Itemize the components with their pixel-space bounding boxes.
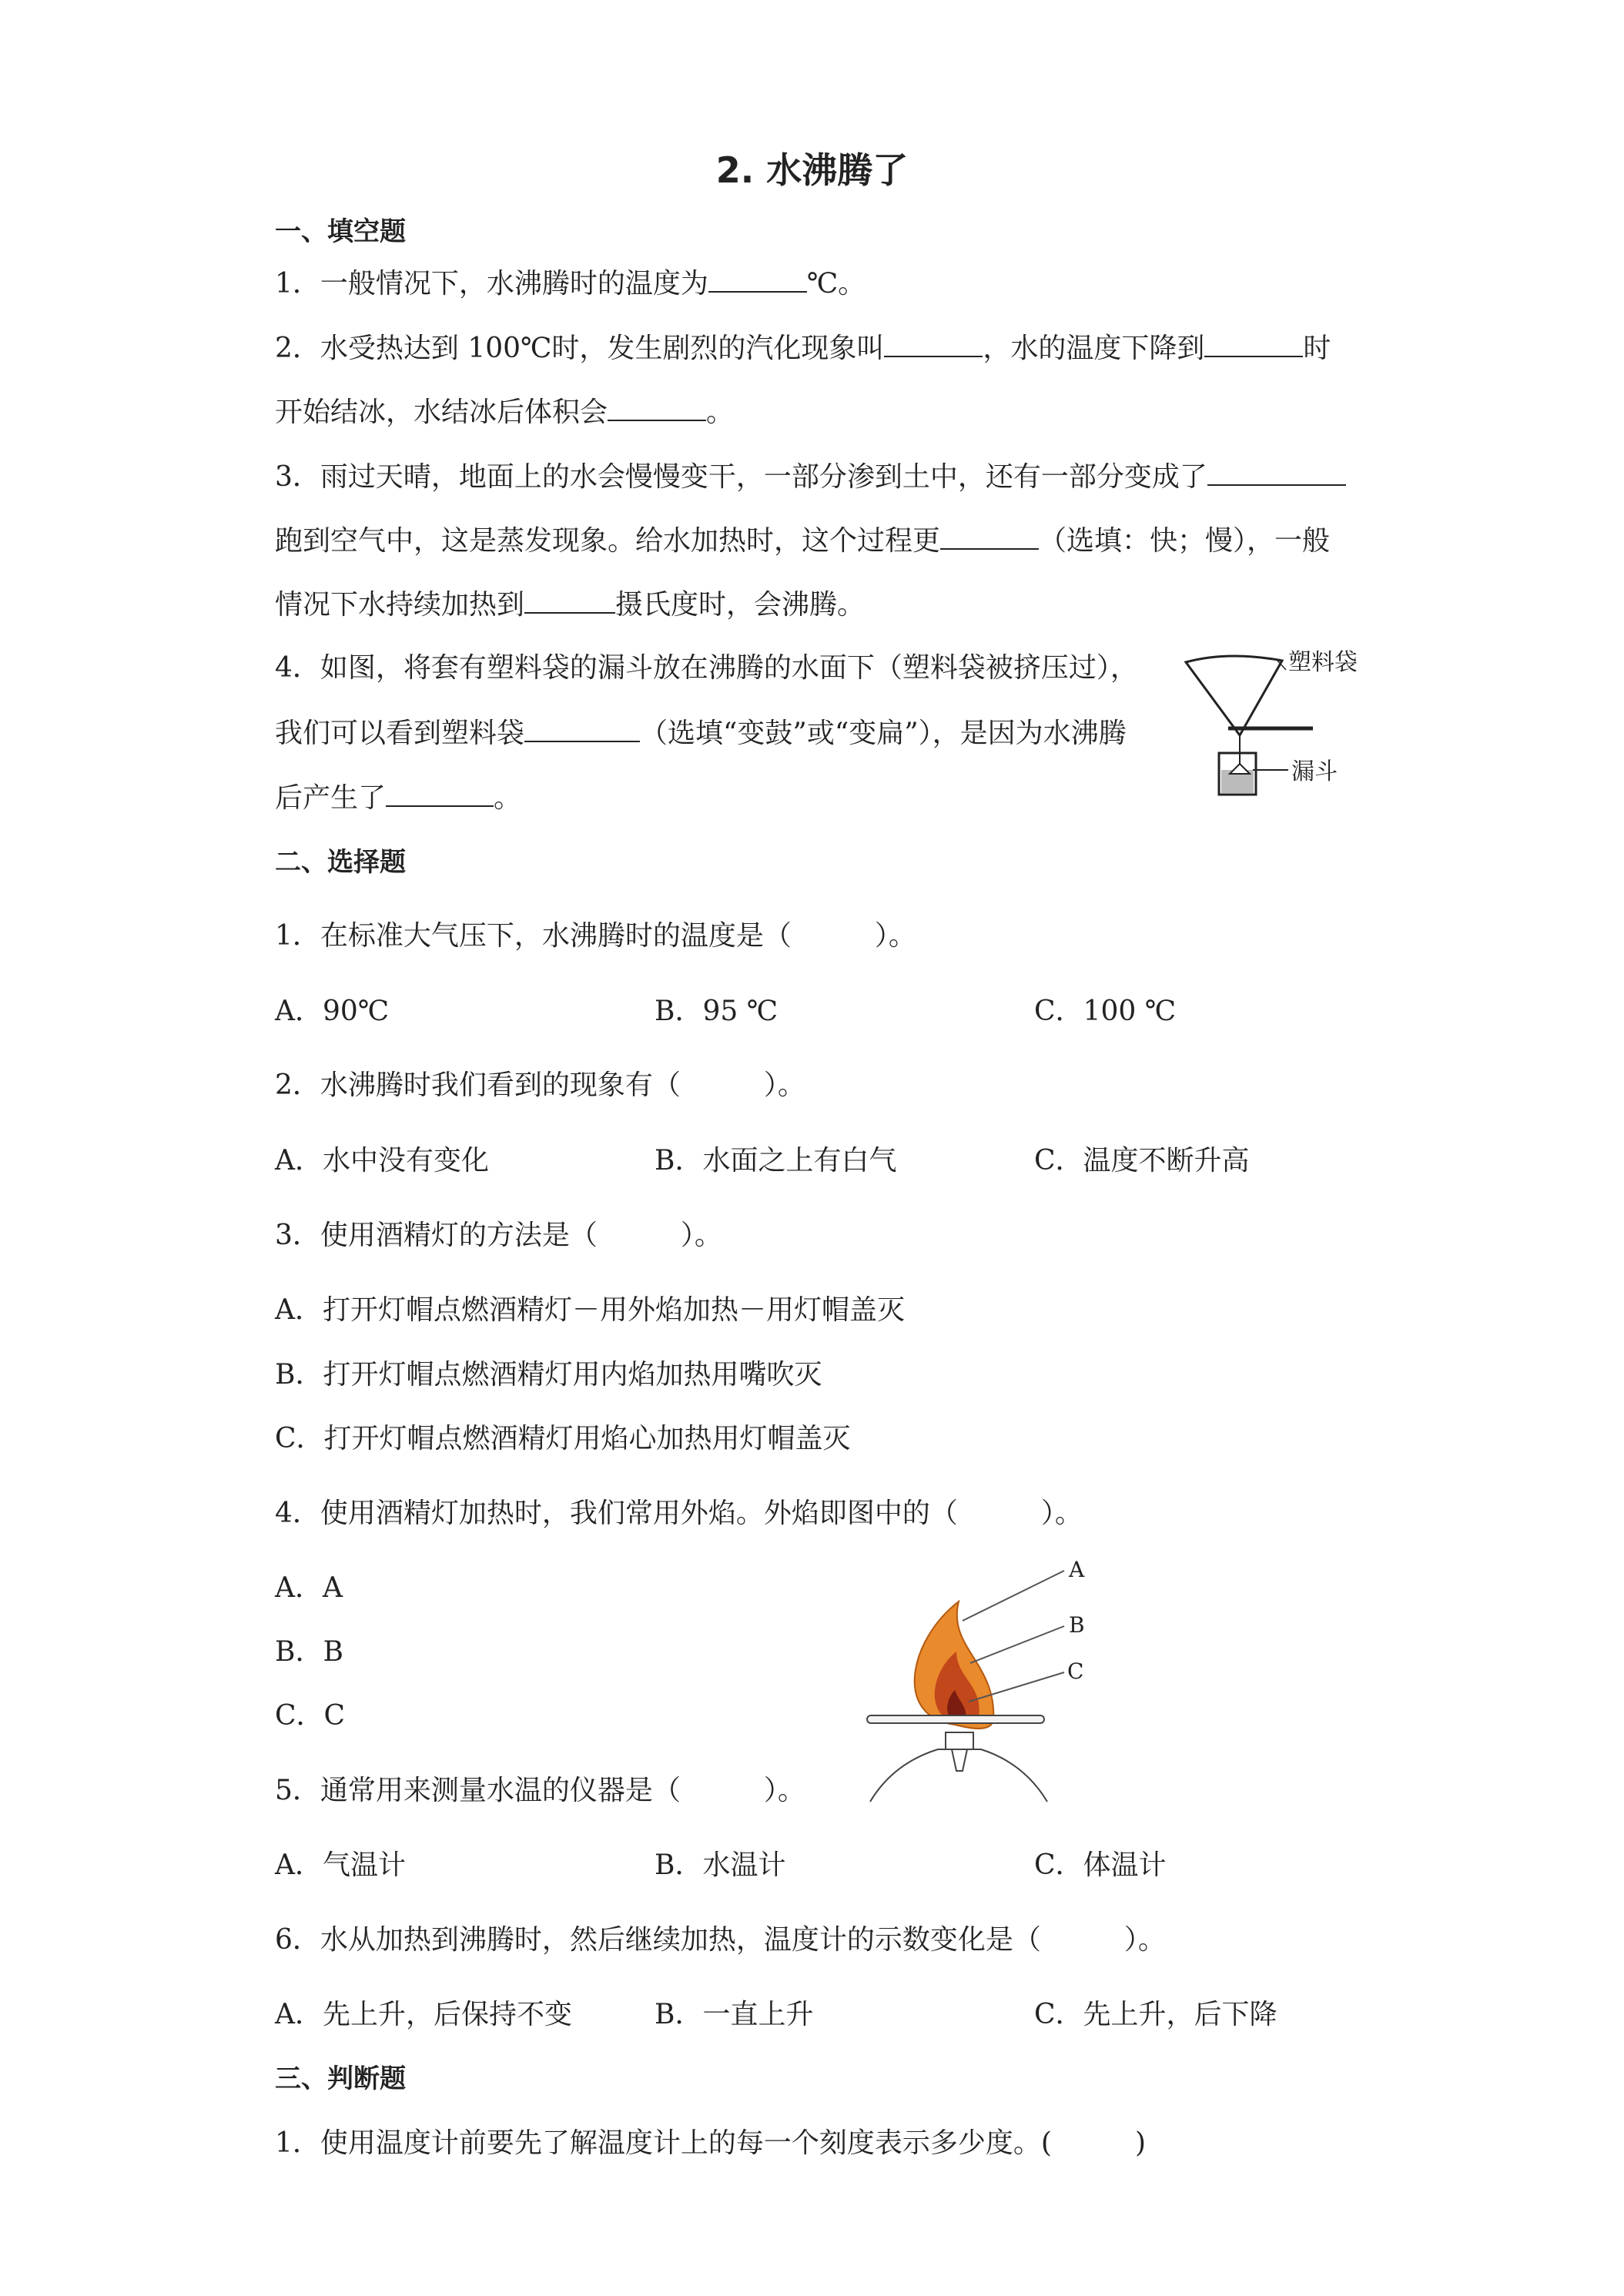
choice-q1-option-b[interactable]: B．95 ℃ [655, 996, 778, 1027]
fill-q3-line3-end: 摄氏度时，会沸腾。 [615, 589, 866, 621]
fill-q2-text-c: 时 [1303, 333, 1331, 364]
fill-q4-blank-2[interactable] [386, 781, 494, 807]
figure-label-bag: 塑料袋 [1288, 649, 1358, 676]
plastic-bag-shape [1186, 656, 1282, 735]
funnel-shape [1230, 764, 1250, 774]
fill-q3-blank-3[interactable] [524, 587, 615, 614]
fill-q1-suffix: ℃。 [806, 268, 866, 300]
choice-q5-stem: 5．通常用来测量水温的仪器是（ ）。 [275, 1775, 805, 1806]
fill-q4-line1: 4．如图，将套有塑料袋的漏斗放在沸腾的水面下（塑料袋被挤压过）， [275, 652, 1138, 684]
fill-q1 [275, 266, 866, 301]
section-heading-fill-blank: 一、填空题 [275, 216, 406, 247]
fill-q2-blank-2[interactable] [1204, 331, 1303, 357]
choice-q2-option-a[interactable]: A．水中没有变化 [275, 1145, 489, 1176]
section-heading-true-false: 三、判断题 [275, 2063, 406, 2094]
fill-q2-blank-1[interactable] [884, 331, 983, 357]
fill-q2-line2 [275, 395, 734, 430]
choice-q4-option-c[interactable]: C．C [275, 1700, 346, 1732]
wick-tube [952, 1749, 967, 1771]
choice-q2-stem: 2．水沸腾时我们看到的现象有（ ）。 [275, 1069, 805, 1101]
fill-q2-blank-3[interactable] [608, 395, 706, 421]
fill-q2-text: 2．水受热达到 100℃时，发生剧烈的汽化现象叫 [275, 333, 885, 364]
fill-q4-blank-1[interactable] [524, 716, 640, 742]
fill-q4-line2-text: 我们可以看到塑料袋 [275, 718, 525, 749]
fill-q3-line2-text: 跑到空气中，这是蒸发现象。给水加热时，这个过程更 [275, 525, 941, 557]
fill-q1-text: 1．一般情况下，水沸腾时的温度为 [275, 268, 708, 300]
fill-q2-line1 [275, 331, 1331, 366]
choice-q1-stem: 1．在标准大气压下，水沸腾时的温度是（ ）。 [275, 920, 916, 952]
judge-q1-stem: 1．使用温度计前要先了解温度计上的每一个刻度表示多少度。( ) [275, 2127, 1146, 2159]
fill-q1-blank[interactable] [708, 266, 807, 293]
fill-q3-line3-text: 情况下水持续加热到 [275, 589, 525, 621]
fill-q4-line3-end: 。 [494, 782, 522, 814]
fill-q4-line3-text: 后产生了 [275, 782, 387, 814]
choice-q4-option-a[interactable]: A．A [275, 1572, 343, 1604]
choice-q3-stem: 3．使用酒精灯的方法是（ ）。 [275, 1220, 722, 1251]
choice-q1-option-c[interactable]: C．100 ℃ [1034, 996, 1176, 1027]
fill-q3-blank-2[interactable] [940, 524, 1039, 550]
fill-q2-text-b: ，水的温度下降到 [983, 333, 1205, 364]
fill-q3-blank-1[interactable] [1207, 460, 1346, 486]
choice-q2-option-c[interactable]: C．温度不断升高 [1034, 1145, 1250, 1176]
wick-holder [946, 1732, 973, 1749]
flame-label-a: A [1069, 1557, 1085, 1582]
choice-q4-option-b[interactable]: B．B [275, 1636, 343, 1668]
fill-q4-line3 [275, 781, 521, 815]
fill-q4-line2 [275, 716, 1127, 751]
fill-q2-line2-text: 开始结冰，水结冰后体积会 [275, 397, 608, 428]
tripod-bar [867, 1715, 1044, 1723]
choice-q3-option-b[interactable]: B．打开灯帽点燃酒精灯用内焰加热用嘴吹灭 [275, 1359, 822, 1391]
choice-q3-option-c[interactable]: C．打开灯帽点燃酒精灯用焰心加热用灯帽盖灭 [275, 1423, 851, 1454]
funnel-bag-figure [1182, 647, 1382, 801]
flame-label-b: B [1069, 1612, 1085, 1638]
figure-label-funnel: 漏斗 [1291, 758, 1338, 785]
choice-q6-stem: 6．水从加热到沸腾时，然后继续加热，温度计的示数变化是（ ）。 [275, 1924, 1166, 1956]
page-title: 2. 水沸腾了 [715, 149, 909, 191]
choice-q4-stem: 4．使用酒精灯加热时，我们常用外焰。外焰即图中的（ ）。 [275, 1498, 1083, 1529]
choice-q5-option-a[interactable]: A．气温计 [275, 1849, 406, 1881]
fill-q3-line1 [275, 460, 1346, 494]
choice-q3-option-a[interactable]: A．打开灯帽点燃酒精灯－用外焰加热－用灯帽盖灭 [275, 1294, 905, 1326]
choice-q6-option-a[interactable]: A．先上升，后保持不变 [275, 1999, 572, 2030]
choice-q6-option-b[interactable]: B．一直上升 [655, 1999, 814, 2030]
section-heading-choice: 二、选择题 [275, 847, 406, 878]
choice-q5-option-c[interactable]: C．体温计 [1034, 1849, 1167, 1881]
fill-q3-line3 [275, 587, 865, 622]
choice-q2-option-b[interactable]: B．水面之上有白气 [655, 1145, 897, 1176]
fill-q4-line2-end: （选填“变鼓”或“变扁”），是因为水沸腾 [640, 718, 1127, 749]
alcohol-lamp-figure [862, 1548, 1109, 1809]
fill-q3-text: 3．雨过天晴，地面上的水会慢慢变干，一部分渗到土中，还有一部分变成了 [275, 461, 1207, 493]
fill-q2-line2-end: 。 [706, 397, 735, 428]
choice-q6-option-c[interactable]: C．先上升，后下降 [1034, 1999, 1277, 2030]
choice-q1-option-a[interactable]: A．90℃ [275, 996, 390, 1027]
fill-q3-line2-end: （选填：快；慢），一般 [1039, 525, 1331, 557]
fill-q3-line2 [275, 524, 1330, 558]
choice-q5-option-b[interactable]: B．水温计 [655, 1849, 786, 1881]
flame-label-c: C [1067, 1658, 1084, 1684]
